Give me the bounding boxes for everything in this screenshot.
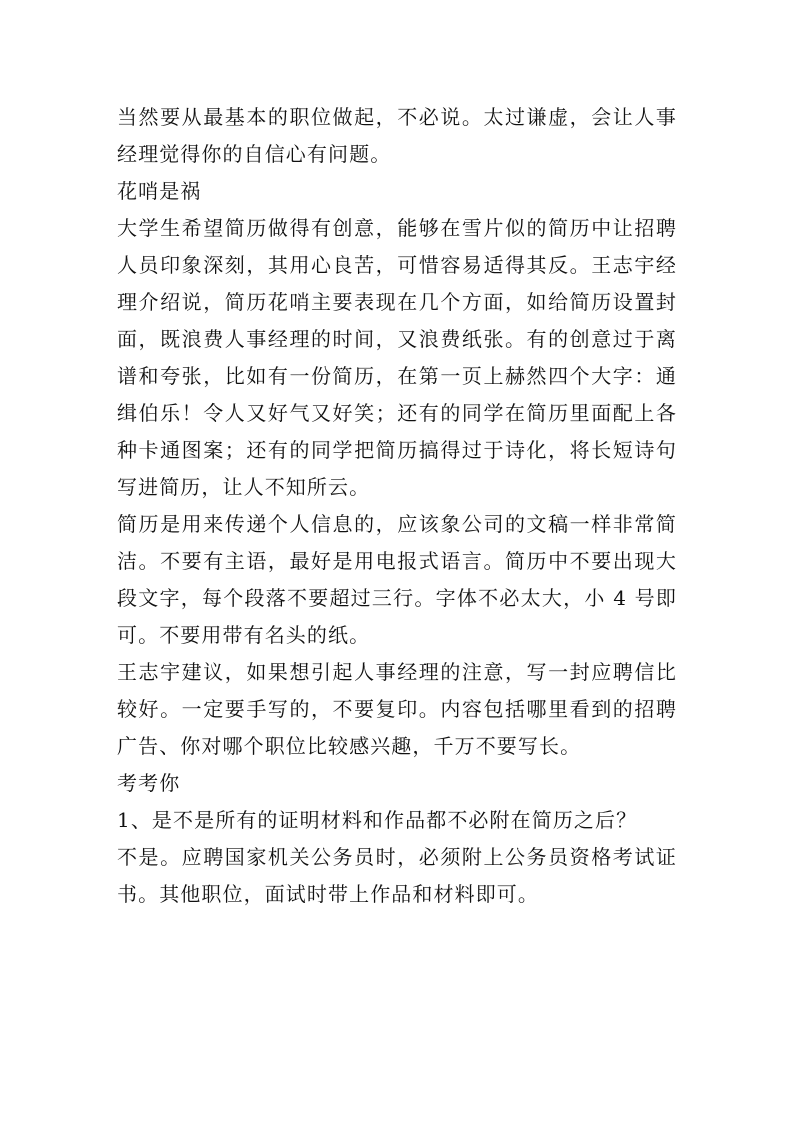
document-body [117,99,677,913]
section-heading-flashy: 花哨是祸 [117,179,202,203]
paragraph-concise-resume: 简历是用来传递个人信息的，应该象公司的文稿一样非常简洁。不要有主语，最好是用电报式语言。简历中不要出现大段文字，每个段落不要超过三行。字体不必太大，小 4 号即可。不要用带有名头的纸。 [117,512,677,647]
section-heading-quiz: 考考你 [117,771,181,795]
paragraph-flashy-resume: 大学生希望简历做得有创意，能够在雪片似的简历中让招聘人员印象深刻，其用心良苦，可惜容易适得其反。王志宇经理介绍说，简历花哨主要表现在几个方面，如给简历设置封面，既浪费人事经理的时间，又浪费纸张。有的创意过于离谱和夸张，比如有一份简历，在第一页上赫然四个大字：通缉伯乐！令人又好气又好笑；还有的同学在简历里面配上各种卡通图案；还有的同学把简历搞得过于诗化，将长短诗句写进简历，让人不知所云。 [117,216,677,499]
paragraph-application-letter: 王志宇建议，如果想引起人事经理的注意，写一封应聘信比较好。一定要手写的，不要复印。内容包括哪里看到的招聘广告、你对哪个职位比较感兴趣，千万不要写长。 [117,660,677,758]
quiz-question-1: 1、是不是所有的证明材料和作品都不必附在简历之后？ [117,808,638,832]
quiz-answer-1: 不是。应聘国家机关公务员时，必须附上公务员资格考试证书。其他职位，面试时带上作品和材料即可。 [117,845,677,906]
paragraph-intro: 当然要从最基本的职位做起，不必说。太过谦虚，会让人事经理觉得你的自信心有问题。 [117,105,677,166]
